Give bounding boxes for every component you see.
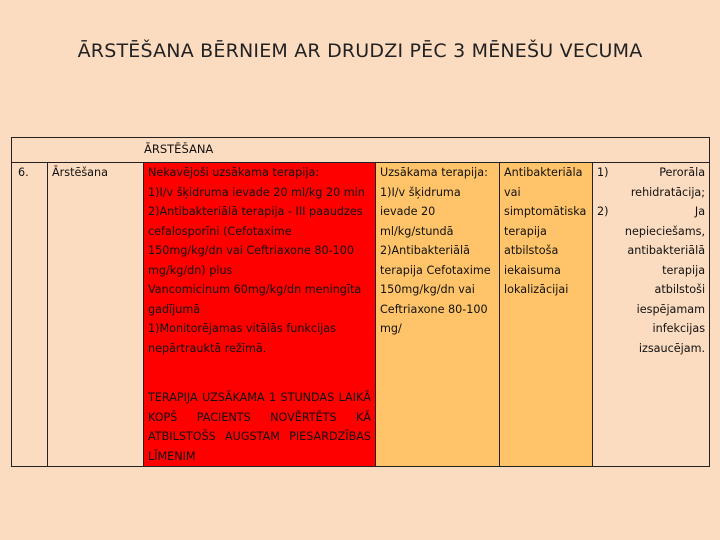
antibacterial-line: terapija [504,224,547,238]
oral-item-number: 2) [597,205,609,218]
antibacterial-cell [500,163,593,467]
oral-line: terapija [662,263,706,277]
moderate-line: ml/kg/stundā [380,224,454,238]
row-number: 6. [12,163,48,467]
urgent-line: cefalosporīni (Cefotaxime [148,224,292,238]
oral-item-2 [597,202,705,358]
antibacterial-line: iekaisuma [504,263,561,277]
oral-line: antibakteriālā [627,244,706,257]
antibacterial-line: atbilstoša [504,244,559,257]
oral-line: iespējamam [636,302,706,316]
moderate-therapy-cell [376,163,500,467]
moderate-line: Ceftriaxone 80-100 [380,302,488,316]
oral-line: infekcijas [652,322,706,335]
moderate-line: ievade 20 [380,205,436,218]
oral-item-number: 1) [597,166,609,179]
antibacterial-line: vai [504,185,521,199]
moderate-line: terapija Cefotaxime [380,263,491,277]
page-title: ĀRSTĒŠANA BĒRNIEM AR DRUDZI PĒC 3 MĒNEŠU VECUMA [77,40,643,62]
urgent-line: 150mg/kg/dn vai Ceftriaxone 80-100 [148,244,355,257]
moderate-line: mg/ [380,322,402,335]
urgent-therapy-text [148,163,371,358]
table-row [12,163,710,467]
row-label: Ārstēšana [48,163,144,467]
urgent-line: 1)Monitorējamas vitālās funkcijas [148,322,336,335]
urgent-line: nepārtrauktā režīmā. [148,341,267,355]
urgent-line: gadījumā [148,302,201,316]
moderate-line: 2)Antibakteriālā [380,244,470,257]
urgent-therapy-cell [144,163,376,467]
table-header-row [12,138,710,163]
moderate-line: 150mg/kg/dn vai [380,283,475,296]
oral-item-1 [597,163,705,202]
urgent-line: 2)Antibakteriālā terapija - III paaudzes [148,205,363,218]
urgent-line: mg/kg/dn) plus [148,263,233,277]
oral-line: atbilstoši [654,283,706,296]
oral-therapy-cell [593,163,710,467]
oral-line: Ja [694,205,706,218]
treatment-table [11,137,710,467]
urgent-therapy-note: TERAPIJA UZSĀKAMA 1 STUNDAS LAIKĀ KOPŠ PACIENTS NOVĒRTĒTS KĀ ATBILSTOŠS AUGSTAM PIESARDZĪBAS LĪMENIM [148,391,371,463]
urgent-line: Nekavējoši uzsākama terapija: [148,166,320,179]
oral-line: izsaucējam. [638,341,706,355]
oral-line: rehidratācija; [630,185,706,199]
antibacterial-line: simptomātiska [504,205,587,218]
urgent-line: Vancomicinum 60mg/kg/dn meningīta [148,283,362,296]
antibacterial-line: lokalizācijai [504,283,569,296]
table-header: ĀRSTĒŠANA [12,138,710,163]
urgent-line: 1)I/v šķidruma ievade 20 ml/kg 20 min [148,185,365,199]
oral-line: Perorāla [659,166,706,179]
antibacterial-line: Antibakteriāla [504,166,583,179]
moderate-line: Uzsākama terapija: [380,166,488,179]
moderate-line: 1)I/v šķidruma [380,185,461,199]
oral-line: nepieciešams, [624,224,706,238]
